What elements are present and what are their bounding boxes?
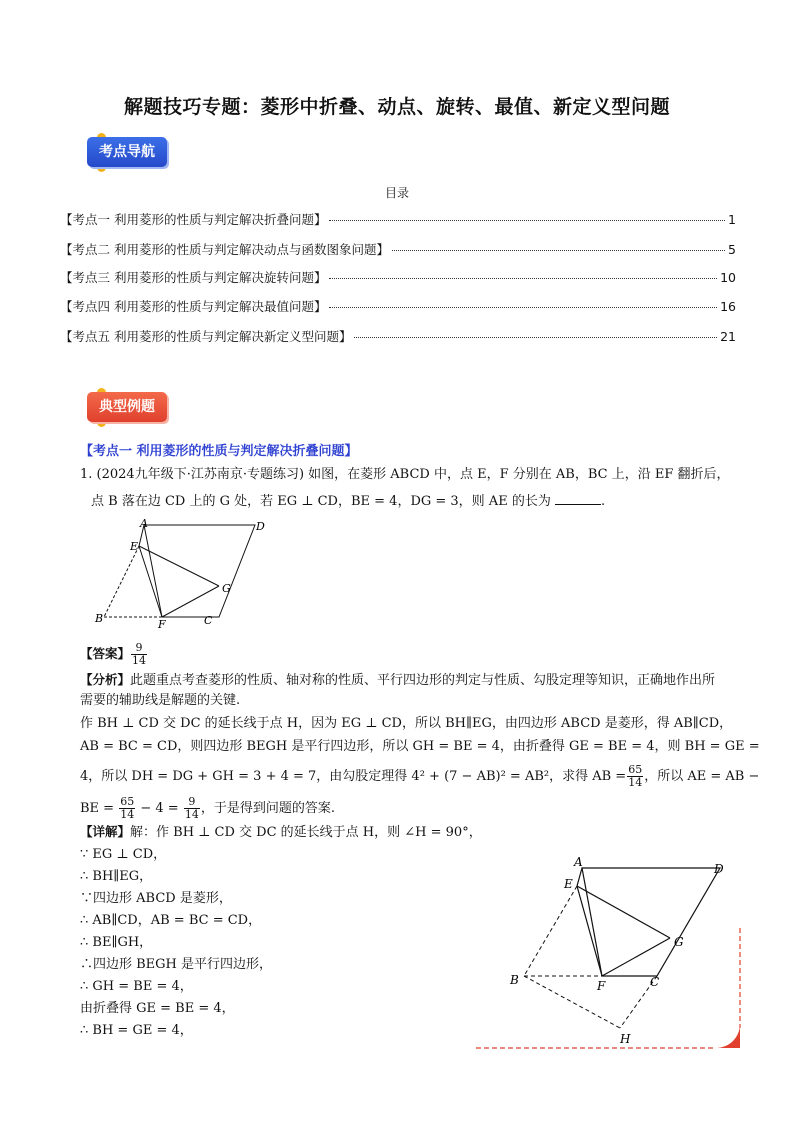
toc-item[interactable]: [60, 210, 736, 228]
toc-heading: 目录: [384, 186, 409, 200]
fig2-label-f: F: [597, 979, 606, 993]
page-title: 解题技巧专题：菱形中折叠、动点、旋转、最值、新定义型问题: [123, 96, 670, 118]
toc-item-label: 【考点一 利用菱形的性质与判定解决折叠问题】: [60, 212, 327, 227]
toc-item-page: 10: [720, 270, 736, 285]
fig1-segment-eb: [104, 546, 139, 617]
toc-item-page: 16: [720, 299, 736, 314]
fig1-label-c: C: [204, 614, 213, 627]
examples-badge: 典型例题: [87, 392, 167, 422]
fig2-label-e: E: [564, 877, 573, 891]
fig2-label-a: A: [574, 855, 583, 869]
detail-step: ∴ AB∥CD，AB = BC = CD，: [80, 913, 262, 928]
toc-item[interactable]: [60, 268, 736, 286]
toc-item-label: 【考点三 利用菱形的性质与判定解决旋转问题】: [60, 270, 327, 285]
answer-blank[interactable]: [555, 492, 601, 505]
question-line-2: 点 B 落在边 CD 上的 G 处，若 EG ⊥ CD，BE = 4，DG = 3，则 AE 的长为 .: [91, 494, 606, 509]
toc-item[interactable]: [60, 297, 736, 315]
answer-fraction: $\frac{9}{14}$: [132, 641, 147, 667]
fig1-rhombus-part: [144, 525, 255, 617]
detail-step: 由折叠得 GE = BE = 4，: [80, 1001, 235, 1016]
analysis-line-5: 4，所以 DH = DG + GH = 3 + 4 = 7，由勾股定理得 4² + (7 − AB)² = AB²，求得 AB = $\frac{65}{14}$ ，所以 AE = AB −: [80, 763, 760, 789]
toc-item-label: 【考点五 利用菱形的性质与判定解决新定义型问题】: [60, 329, 352, 344]
detail-step: ∵ EG ⊥ CD，: [80, 847, 167, 862]
analysis-line-6: BE = $\frac{65}{14}$ − 4 = $\frac{9}{14}$ ，于是得到问题的答案.: [80, 795, 335, 821]
analysis-line-1: 【分析】此题重点考查菱形的性质、轴对称的性质、平行四边形的判定与性质、勾股定理等知识，正确地作出所: [80, 672, 716, 688]
fig2-label-b: B: [510, 973, 519, 987]
nav-badge: 考点导航: [87, 137, 167, 167]
toc-item-page: 21: [720, 329, 736, 344]
toc-item-label: 【考点二 利用菱形的性质与判定解决动点与函数图象问题】: [60, 242, 389, 257]
fig1-label-f: F: [158, 618, 166, 630]
fig1-label-a: A: [140, 517, 148, 530]
answer-line: 【答案】 $\frac{9}{14}$: [80, 641, 147, 667]
detail-step: ∴ BH∥EG，: [80, 869, 153, 884]
figure-1: [88, 515, 268, 630]
analysis-line-2: 需要的辅助线是解题的关键.: [80, 693, 241, 708]
toc-item[interactable]: [60, 327, 736, 345]
toc-item[interactable]: [60, 240, 736, 258]
page-corner-mark: [476, 928, 742, 1053]
detail-step: ∵四边形 ABCD 是菱形，: [80, 891, 232, 906]
fig2-label-c: C: [650, 975, 660, 989]
fig1-label-b: B: [95, 612, 104, 625]
fig1-segment-eg: [139, 546, 219, 586]
detail-step: ∴ BH = GE = 4，: [80, 1023, 193, 1038]
analysis-line-4: AB = BC = CD，则四边形 BEGH 是平行四边形，所以 GH = BE = 4，由折叠得 GE = BE = 4，则 BH = GE =: [80, 739, 760, 754]
fig1-label-d: D: [256, 520, 265, 533]
detail-step: ∴四边形 BEGH 是平行四边形，: [80, 957, 273, 972]
fig1-label-g: G: [222, 582, 231, 595]
analysis-line-3: 作 BH ⊥ CD 交 DC 的延长线于点 H，因为 EG ⊥ CD，所以 BH∥EG，由四边形 ABCD 是菱形，得 AB∥CD，: [80, 716, 733, 731]
question-line-1: 1. (2024九年级下·江苏南京·专题练习) 如图，在菱形 ABCD 中，点 E，F 分别在 AB，BC 上，沿 EF 翻折后，: [80, 467, 730, 482]
detail-step: ∴ BE∥GH，: [80, 935, 153, 950]
fig1-label-e: E: [130, 540, 139, 553]
detail-intro: 【详解】解：作 BH ⊥ CD 交 DC 的延长线于点 H，则 ∠H = 90°，: [80, 824, 482, 840]
toc-item-label: 【考点四 利用菱形的性质与判定解决最值问题】: [60, 299, 327, 314]
fig2-label-h: H: [620, 1032, 631, 1046]
detail-step: ∴ GH = BE = 4，: [80, 979, 193, 994]
section-heading: 【考点一 利用菱形的性质与判定解决折叠问题】: [80, 444, 358, 459]
fig2-label-d: D: [714, 862, 724, 876]
fig2-label-g: G: [674, 935, 684, 949]
fig1-segment-fg: [162, 586, 219, 617]
toc-item-page: 5: [728, 242, 736, 257]
toc-item-page: 1: [728, 212, 736, 227]
